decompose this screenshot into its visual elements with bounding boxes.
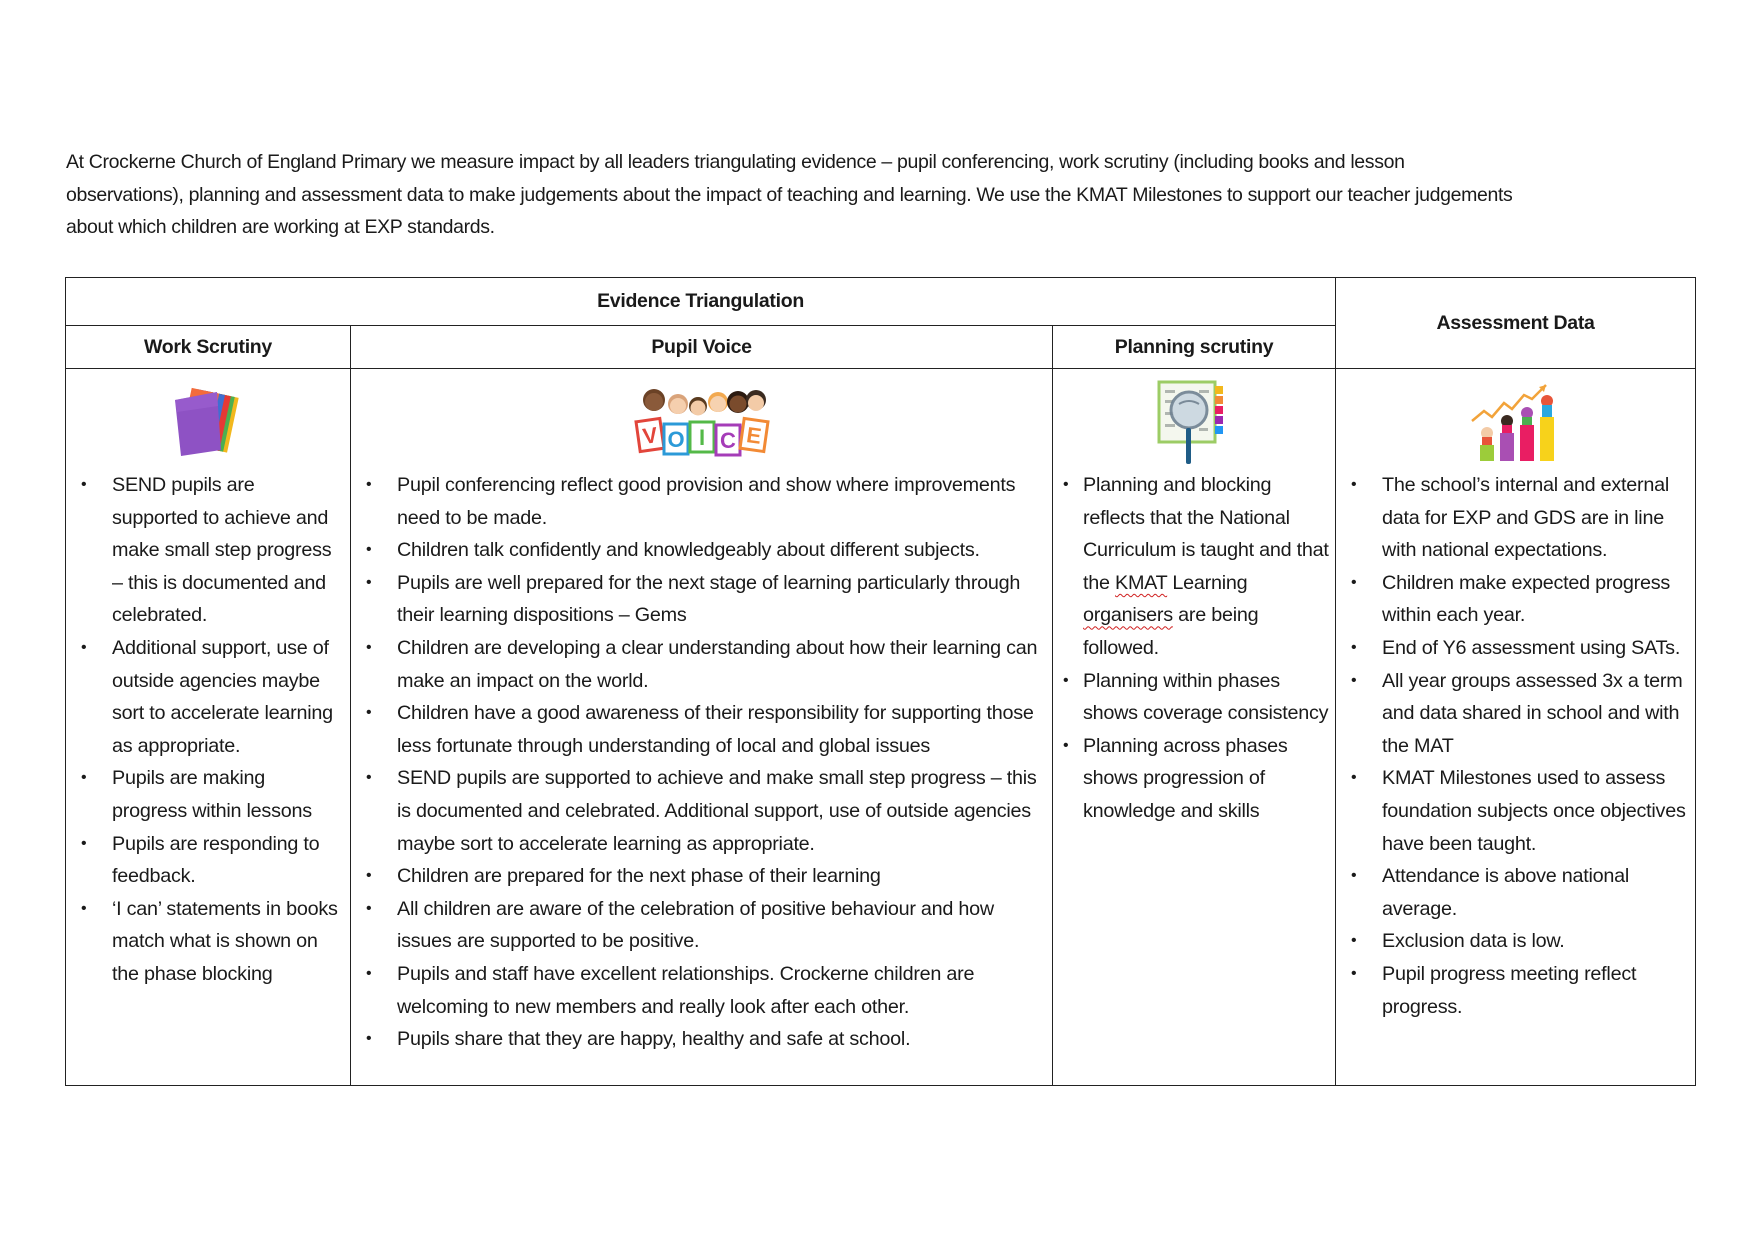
- list-item: • Pupil conferencing reflect good provision and show where improvements need to be made.: [351, 469, 1046, 534]
- list-item: • SEND pupils are supported to achieve and make small step progress – this is documented and celebrated.: [66, 469, 344, 632]
- pupil-voice-list: [351, 469, 1052, 1056]
- list-item: • Pupils are making progress within lessons: [66, 762, 344, 827]
- svg-text:V: V: [640, 422, 659, 449]
- list-item: • Planning across phases shows progression of knowledge and skills: [1053, 730, 1329, 828]
- planning-scrutiny-cell: [1053, 369, 1336, 1086]
- list-item: • Children are prepared for the next phase of their learning: [351, 860, 1046, 893]
- intro-line: about which children are working at EXP standards.: [66, 216, 495, 239]
- svg-text:C: C: [719, 428, 736, 453]
- list-item: • KMAT Milestones used to assess foundation subjects once objectives have been taught.: [1336, 762, 1689, 860]
- work-scrutiny-header: Work Scrutiny: [66, 326, 351, 369]
- list-item: • Planning within phases shows coverage consistency: [1053, 665, 1329, 730]
- assessment-data-header: Assessment Data: [1336, 278, 1696, 369]
- assessment-data-cell: [1336, 369, 1696, 1086]
- list-item: • Children have a good awareness of their responsibility for supporting those less fortunate through understanding of local and global issues: [351, 697, 1046, 762]
- svg-text:O: O: [666, 427, 685, 452]
- list-item: • Attendance is above national average.: [1336, 860, 1689, 925]
- spellcheck-flag: KMAT: [1115, 571, 1168, 594]
- list-item: • Children talk confidently and knowledgeably about different subjects.: [351, 534, 1046, 567]
- intro-line: At Crockerne Church of England Primary we measure impact by all leaders triangulating evidence – pupil conferencing, work scrutiny (including books and lesson: [66, 151, 1405, 173]
- planning-scrutiny-list: [1053, 469, 1335, 828]
- list-item: • Pupils are well prepared for the next stage of learning particularly through their learning dispositions – Gems: [351, 567, 1046, 632]
- list-item: • All year groups assessed 3x a term and data shared in school and with the MAT: [1336, 665, 1689, 763]
- intro-paragraph: [66, 146, 1706, 244]
- list-item: • Pupils and staff have excellent relationships. Crockerne children are welcoming to new members and really look after each other.: [351, 958, 1046, 1023]
- evidence-triangulation-header: Evidence Triangulation: [66, 278, 1336, 326]
- assessment-data-list: [1336, 469, 1695, 1023]
- spellcheck-flag: organisers: [1083, 604, 1173, 627]
- children-growth-chart-icon: [1466, 381, 1566, 463]
- list-item: • The school’s internal and external data for EXP and GDS are in line with national expectations.: [1336, 469, 1689, 567]
- svg-text:E: E: [744, 422, 763, 449]
- list-item: • All children are aware of the celebration of positive behaviour and how issues are supported to be positive.: [351, 893, 1046, 958]
- list-item: • ‘I can’ statements in books match what is shown on the phase blocking: [66, 893, 344, 991]
- voice-children-icon: [632, 382, 772, 462]
- list-item: • Pupils share that they are happy, healthy and safe at school.: [351, 1023, 1046, 1056]
- list-item: • SEND pupils are supported to achieve and make small step progress – this is documented and celebrated. Additional support, use of outside agencies maybe sort to accelerate learning as appropriate.: [351, 762, 1046, 860]
- list-item: • Planning and blocking reflects that the National Curriculum is taught and that the KMAT Learning organisers are being followed.: [1053, 469, 1329, 665]
- list-item: • Children make expected progress within each year.: [1336, 567, 1689, 632]
- magnifying-glass-planner-icon: [1151, 378, 1237, 466]
- pupil-voice-cell: [351, 369, 1053, 1086]
- list-item: • End of Y6 assessment using SATs.: [1336, 632, 1689, 665]
- work-scrutiny-list: [66, 469, 350, 991]
- svg-text:I: I: [698, 425, 705, 450]
- list-item: • Exclusion data is low.: [1336, 925, 1689, 958]
- list-item: • Additional support, use of outside agencies maybe sort to accelerate learning as appropriate.: [66, 632, 344, 762]
- exercise-books-icon: [163, 386, 253, 458]
- list-item: • Children are developing a clear understanding about how their learning can make an impact on the world.: [351, 632, 1046, 697]
- planning-scrutiny-header: Planning scrutiny: [1053, 326, 1336, 369]
- pupil-voice-header: Pupil Voice: [351, 326, 1053, 369]
- work-scrutiny-cell: [66, 369, 351, 1086]
- intro-line: observations), planning and assessment data to make judgements about the impact of teaching and learning. We use the KMAT Milestones to support our teacher judgements: [66, 183, 1513, 206]
- list-item: • Pupils are responding to feedback.: [66, 828, 344, 893]
- evidence-table: [65, 277, 1696, 1086]
- list-item: • Pupil progress meeting reflect progress.: [1336, 958, 1689, 1023]
